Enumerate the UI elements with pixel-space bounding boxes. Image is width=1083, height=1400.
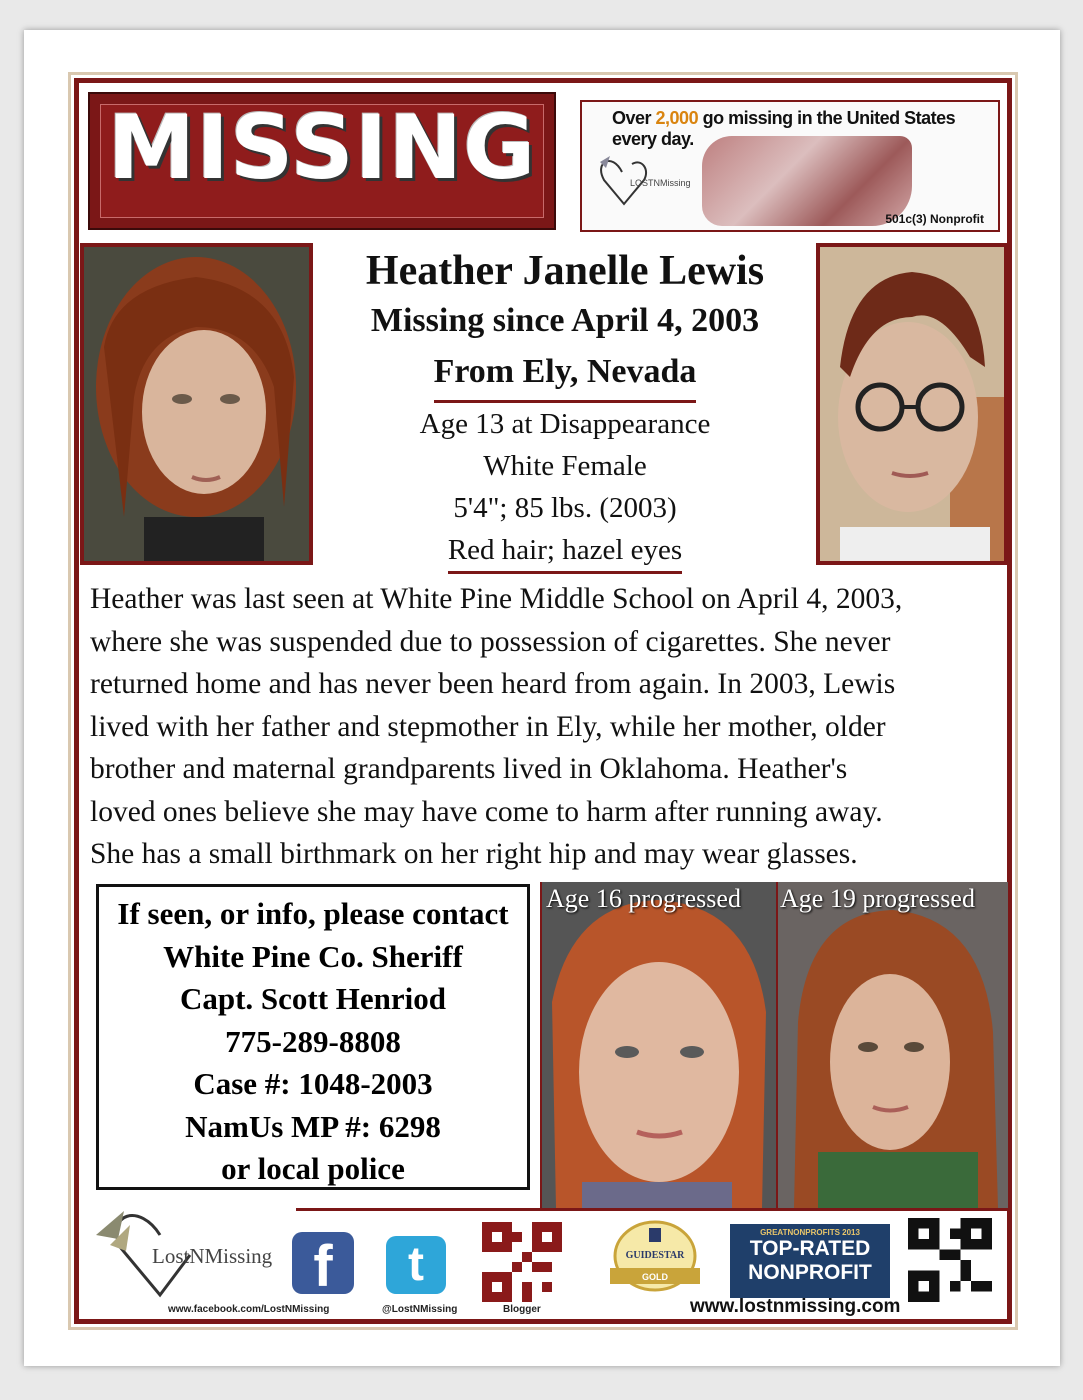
heart-logo-icon xyxy=(592,142,702,212)
qr-code-icon[interactable] xyxy=(482,1222,562,1302)
svg-text:LOSTNMissing: LOSTNMissing xyxy=(630,178,691,188)
contact-namus-number: NamUs MP #: 6298 xyxy=(185,1108,441,1144)
contact-officer: Capt. Scott Henriod xyxy=(179,981,447,1016)
blogger-label[interactable]: Blogger xyxy=(503,1304,541,1315)
contact-phone: 775-289-8808 xyxy=(225,1023,401,1059)
contact-local-police: or local police xyxy=(221,1151,405,1186)
twitter-handle[interactable]: @LostNMissing xyxy=(382,1304,458,1315)
footer-divider xyxy=(296,1208,1008,1211)
footer-logo-text: LostNMissing xyxy=(152,1244,273,1268)
top-rated-nonprofit-badge[interactable] xyxy=(730,1224,890,1298)
contact-case-number: Case #: 1048-2003 xyxy=(193,1066,433,1101)
race-sex: White Female xyxy=(483,450,647,482)
photo-heather-2003 xyxy=(80,243,313,565)
contact-agency: White Pine Co. Sheriff xyxy=(163,938,463,974)
age-at-disappearance: Age 13 at Disappearance xyxy=(419,408,711,440)
missing-banner xyxy=(88,92,556,230)
narrative-line: lived with her father and stepmother in Ely, while her mother, older xyxy=(90,710,886,743)
missing-since: Missing since April 4, 2003 xyxy=(370,302,760,339)
facebook-url[interactable]: www.facebook.com/LostNMissing xyxy=(168,1304,330,1315)
svg-text:GUIDESTAR: GUIDESTAR xyxy=(625,1250,685,1261)
narrative-line: loved ones believe she may have come to harm after running away. xyxy=(90,795,883,828)
banner-title: MISSING xyxy=(107,96,537,199)
narrative-line: She has a small birthmark on her right hip and may wear glasses. xyxy=(90,838,858,870)
top-rated-line1: TOP-RATED xyxy=(749,1237,871,1260)
age-16-progression-image xyxy=(542,882,776,1208)
photo-heather-glasses xyxy=(816,243,1008,565)
promo-box xyxy=(580,100,1000,232)
narrative-line: Heather was last seen at White Pine Middle School on April 4, 2003, xyxy=(90,583,903,615)
age-19-progression-image xyxy=(778,882,1008,1208)
hair-eyes: Red hair; hazel eyes xyxy=(448,529,682,574)
age-progression-panel xyxy=(540,882,1008,1208)
facebook-icon[interactable]: f xyxy=(292,1232,354,1294)
contact-intro: If seen, or info, please contact xyxy=(117,896,509,931)
guidestar-badge-icon[interactable] xyxy=(606,1218,704,1300)
website-link[interactable]: www.lostnmissing.com xyxy=(690,1296,901,1317)
nonprofit-label: 501c(3) Nonprofit xyxy=(885,212,984,226)
top-rated-small-text: GREATNONPROFITS 2013 xyxy=(760,1228,860,1237)
age-19-label: Age 19 progressed xyxy=(780,884,975,913)
person-name: Heather Janelle Lewis xyxy=(365,248,765,294)
narrative-line: brother and maternal grandparents lived in Oklahoma. Heather's xyxy=(90,753,848,785)
twitter-icon[interactable]: t xyxy=(386,1236,446,1294)
narrative-line: returned home and has never been heard from again. In 2003, Lewis xyxy=(90,668,896,700)
svg-text:GOLD: GOLD xyxy=(642,1272,668,1282)
person-details xyxy=(318,240,812,574)
qr-code-icon[interactable] xyxy=(908,1218,992,1302)
promo-number: 2,000 xyxy=(655,108,699,128)
promo-tagline: Over 2,000 go missing in the United States every day. xyxy=(612,108,956,149)
missing-from: From Ely, Nevada xyxy=(434,346,697,403)
narrative-line: where she was suspended due to possession of cigarettes. She never xyxy=(90,625,891,658)
narrative-text xyxy=(90,578,1010,876)
height-weight: 5'4"; 85 lbs. (2003) xyxy=(453,492,677,524)
age-16-label: Age 16 progressed xyxy=(546,884,741,913)
top-rated-line2: NONPROFIT xyxy=(748,1261,872,1284)
contact-box xyxy=(96,884,530,1190)
